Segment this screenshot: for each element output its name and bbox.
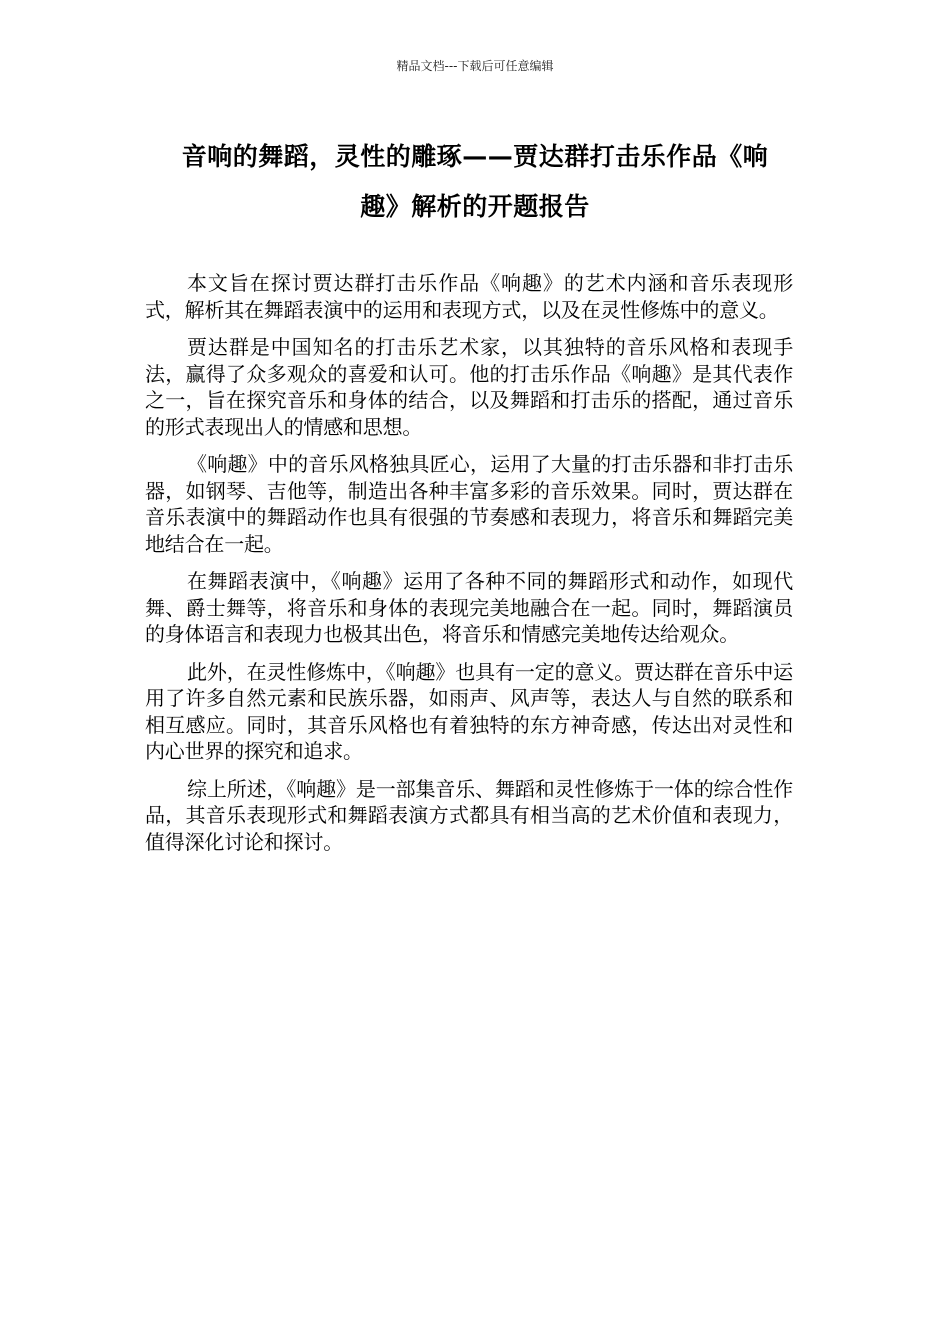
document-title (140, 132, 810, 232)
paragraph-4: 在舞蹈表演中，《响趣》运用了各种不同的舞蹈形式和动作，如现代舞、爵士舞等，将音乐和身体的表现完美地融合在一起。同时，舞蹈演员的身体语言和表现力也极其出色，将音乐和情感完美地传达给观众。 (145, 569, 793, 646)
title-line-1: 音响的舞蹈，灵性的雕琢——贾达群打击乐作品《响 (181, 142, 769, 171)
paragraph-1: 本文旨在探讨贾达群打击乐作品《响趣》的艺术内涵和音乐表现形式，解析其在舞蹈表演中的运用和表现方式，以及在灵性修炼中的意义。 (145, 271, 793, 322)
paragraph-3: 《响趣》中的音乐风格独具匠心，运用了大量的打击乐器和非打击乐器，如钢琴、吉他等，制造出各种丰富多彩的音乐效果。同时，贾达群在音乐表演中的舞蹈动作也具有很强的节奏感和表现力，将音乐和舞蹈完美地结合在一起。 (145, 452, 793, 556)
body-text (145, 270, 793, 866)
header-note: 精品文档---下载后可任意编辑 (396, 59, 554, 73)
title-line-2: 趣》解析的开题报告 (360, 192, 590, 221)
paragraph-2: 贾达群是中国知名的打击乐艺术家，以其独特的音乐风格和表现手法，赢得了众多观众的喜爱和认可。他的打击乐作品《响趣》是其代表作之一，旨在探究音乐和身体的结合，以及舞蹈和打击乐的搭配，通过音乐的形式表现出人的情感和思想。 (145, 335, 793, 439)
paragraph-6: 综上所述，《响趣》是一部集音乐、舞蹈和灵性修炼于一体的综合性作品，其音乐表现形式和舞蹈表演方式都具有相当高的艺术价值和表现力，值得深化讨论和探讨。 (145, 776, 793, 854)
paragraph-5: 此外，在灵性修炼中，《响趣》也具有一定的意义。贾达群在音乐中运用了许多自然元素和民族乐器，如雨声、风声等，表达人与自然的联系和相互感应。同时，其音乐风格也有着独特的东方神奇感，传达出对灵性和内心世界的探究和追求。 (145, 659, 793, 763)
